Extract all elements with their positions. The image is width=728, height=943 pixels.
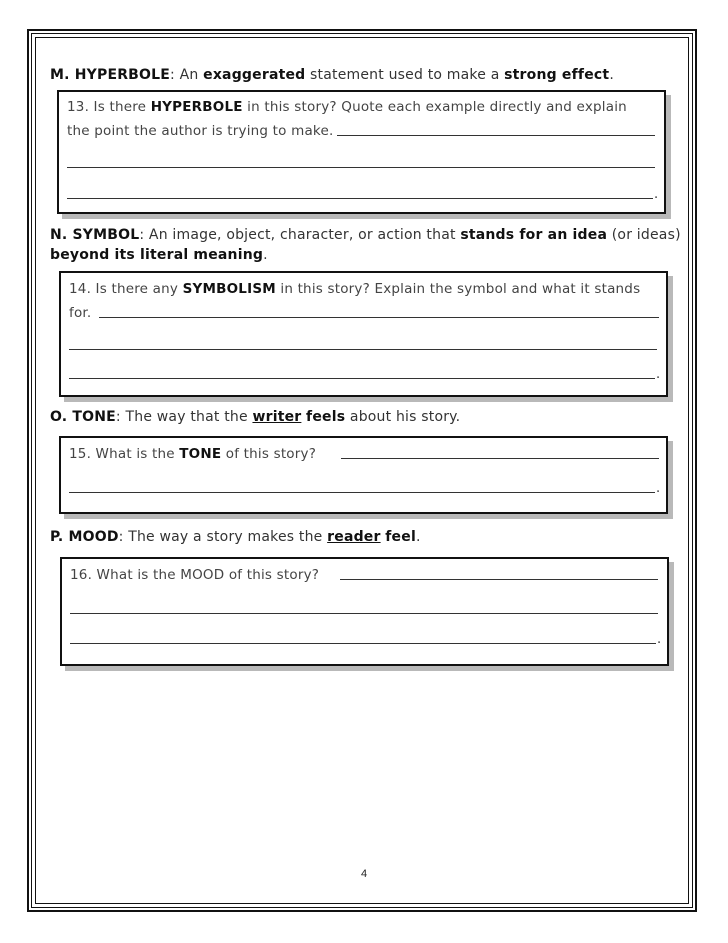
heading-symbol-period: . (263, 247, 268, 263)
answer-13-blank-1[interactable] (337, 135, 655, 136)
answer-15-period: . (656, 481, 661, 496)
question-15-box (59, 436, 668, 514)
question-15-text: 15. What is the (69, 446, 180, 462)
answer-14-blank-1[interactable] (99, 317, 659, 318)
heading-symbol-line-2 (50, 246, 268, 264)
question-15-keyword: TONE (179, 446, 222, 462)
answer-13-blank-2[interactable] (67, 167, 655, 168)
question-14-text-2: in this story? Explain the symbol and what it stands (275, 281, 641, 297)
question-14-text-3: for. (69, 305, 92, 321)
answer-16-blank-1[interactable] (340, 579, 658, 580)
answer-16-period: . (657, 632, 662, 647)
question-13-box (57, 90, 666, 214)
answer-16-blank-2[interactable] (70, 613, 658, 614)
question-13-line-1 (67, 98, 627, 116)
heading-mood-def-text: : The way a story makes the (118, 529, 328, 545)
question-14-line-1 (69, 280, 640, 298)
question-16-box (60, 557, 669, 666)
heading-mood-term-feel: feel (385, 529, 416, 545)
heading-tone-label: O. TONE (50, 409, 116, 425)
heading-tone-term-feels: feels (306, 409, 346, 425)
heading-hyperbole-def-text: : An (170, 67, 204, 83)
question-14-line-2 (69, 304, 91, 322)
answer-15-blank-2[interactable] (69, 492, 655, 493)
answer-13-period: . (654, 187, 659, 202)
heading-symbol (50, 226, 681, 244)
heading-symbol-term-literal-meaning: beyond its literal meaning (50, 247, 264, 263)
question-14-text: 14. Is there any (69, 281, 183, 297)
heading-mood-label: P. MOOD (50, 529, 119, 545)
heading-hyperbole-term-strong-effect: strong effect (504, 67, 610, 83)
question-13-text-3: the point the author is trying to make. (67, 123, 334, 139)
heading-symbol-label: N. SYMBOL (50, 227, 140, 243)
answer-13-blank-3[interactable] (67, 198, 653, 199)
heading-tone-def-text: : The way that the (115, 409, 253, 425)
heading-mood (50, 528, 421, 546)
heading-tone (50, 408, 460, 426)
question-16-line-1 (70, 566, 319, 584)
answer-14-period: . (656, 367, 661, 382)
question-13-keyword: HYPERBOLE (150, 99, 243, 115)
heading-hyperbole-label: M. HYPERBOLE (50, 67, 171, 83)
answer-14-blank-3[interactable] (69, 378, 655, 379)
heading-tone-term-writer: writer (252, 409, 302, 425)
question-13-line-2 (67, 122, 333, 140)
page-number: 4 (360, 868, 368, 880)
answer-15-blank-1[interactable] (341, 458, 659, 459)
heading-symbol-term-stands-for-idea: stands for an idea (460, 227, 608, 243)
heading-mood-term-reader: reader (327, 529, 381, 545)
answer-14-blank-2[interactable] (69, 349, 657, 350)
answer-16-blank-3[interactable] (70, 643, 656, 644)
heading-hyperbole-term-exaggerated: exaggerated (203, 67, 306, 83)
question-14-box (59, 271, 668, 397)
heading-symbol-def-text: : An image, object, character, or action that (139, 227, 461, 243)
question-13-text-2: in this story? Quote each example directly and explain (242, 99, 627, 115)
heading-mood-period: . (415, 529, 421, 545)
heading-hyperbole-def-text-2: statement used to make a (305, 67, 505, 83)
question-15-text-2: of this story? (221, 446, 317, 462)
question-15-line-1 (69, 445, 316, 463)
heading-hyperbole (50, 66, 614, 84)
heading-tone-def-text-2: about his story. (345, 409, 461, 425)
question-13-text: 13. Is there (67, 99, 151, 115)
heading-symbol-def-text-2: (or ideas) (607, 227, 681, 243)
heading-hyperbole-period: . (609, 67, 614, 83)
question-16-text: 16. What is the MOOD of this story? (70, 567, 320, 583)
question-14-keyword: SYMBOLISM (182, 281, 276, 297)
